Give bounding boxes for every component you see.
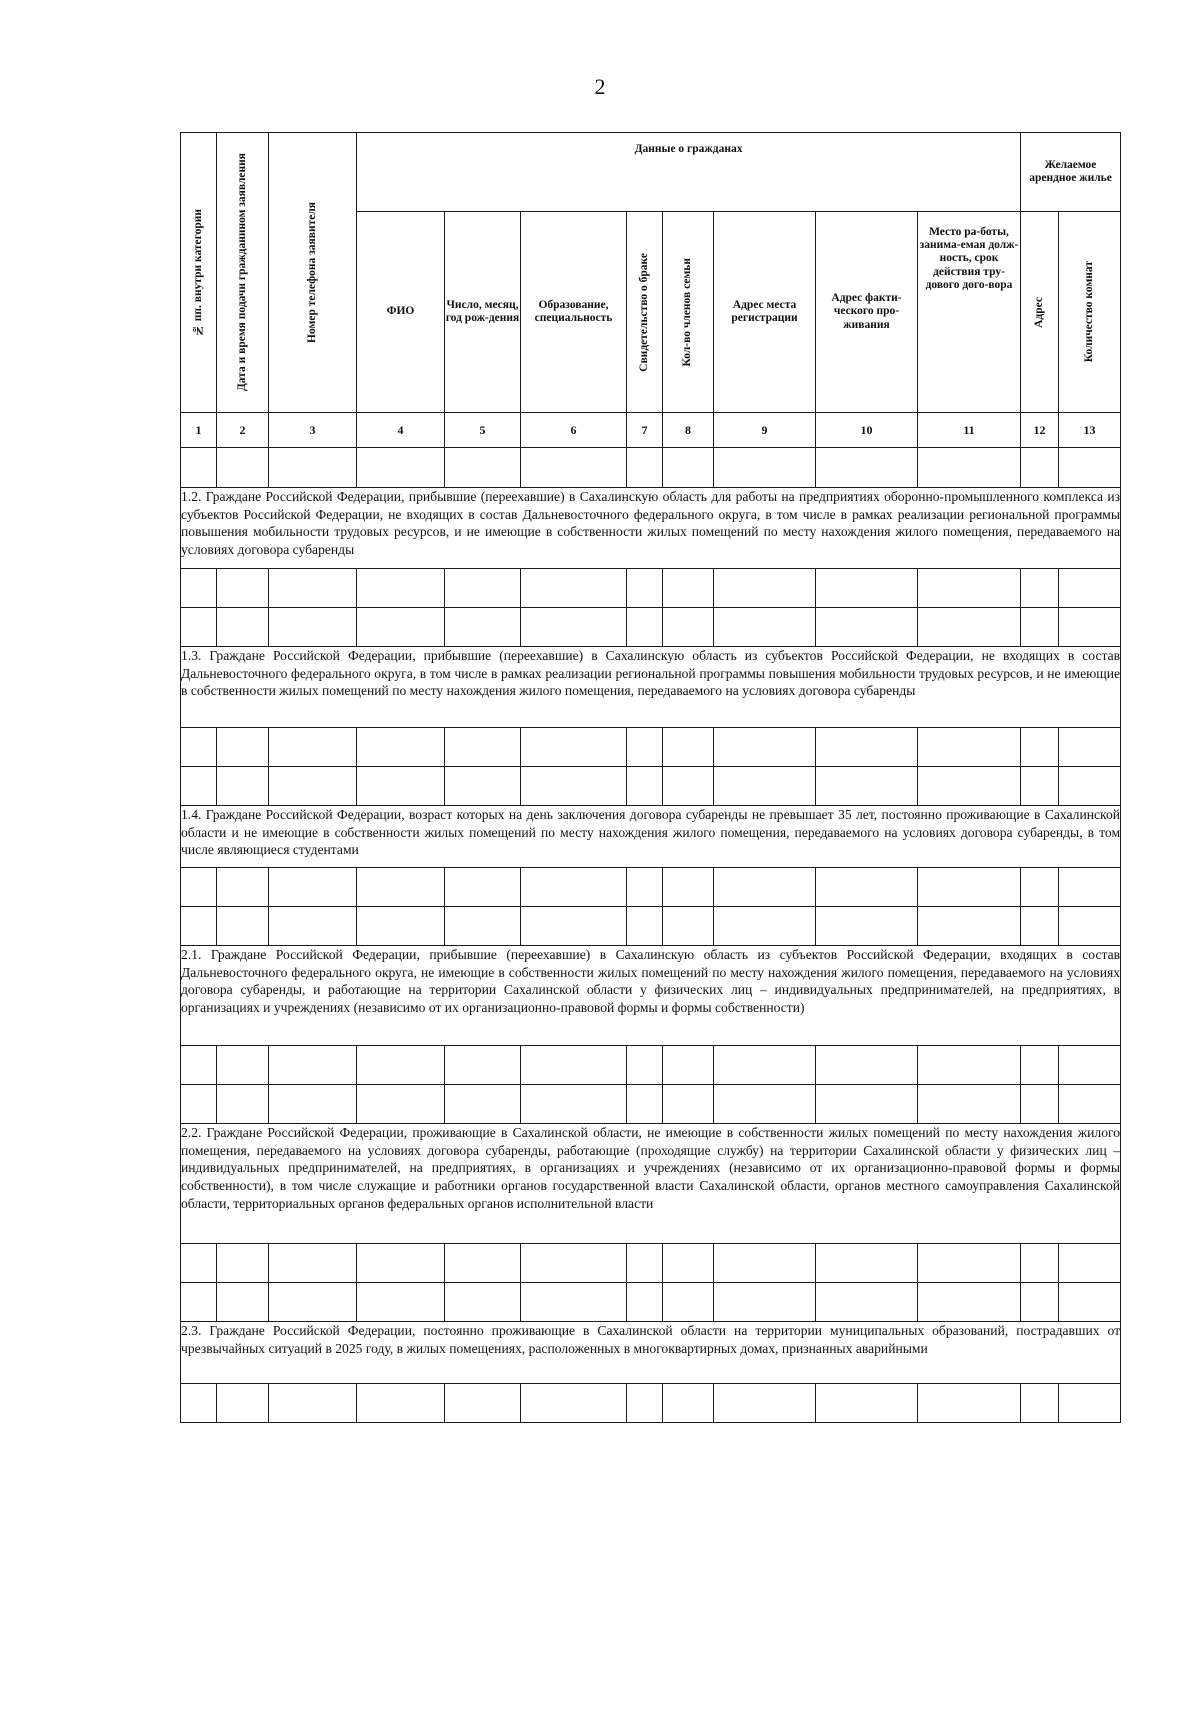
column-number: 13 [1059, 413, 1121, 448]
category-text-1-2: 1.2. Граждане Российской Федерации, прибывшие (переехавшие) в Сахалинскую область для работы на предприятиях оборонно-промышленного комплекса из субъектов Российской Федерации, не входящих в состав Дальневосточного федерального округа, в том числе в рамках реализации региональной программы повышения мобильности трудовых ресурсов, и не имеющие в собственности жилых помещений по месту нахождения жилого помещения, передаваемого на условиях договора субаренды [181, 488, 1121, 569]
header-col-13: Количество комнат [1059, 212, 1121, 413]
header-group-citizens-data: Данные о гражданах [357, 133, 1021, 212]
empty-entry-row [181, 1244, 1121, 1283]
category-text-2-2: 2.2. Граждане Российской Федерации, проживающие в Сахалинской области, не имеющие в собственности жилых помещений по месту нахождения жилого помещения, передаваемого на условиях договора субаренды, работающие (проходящие службу) на территории Сахалинской области у физических лиц – индивидуальных предпринимателей, на предприятиях, в организациях и учреждениях (независимо от их организационно-правовой формы и формы собственности), в том числе служащие и работники органов государственной власти Сахалинской области, органов местного самоуправления Сахалинской области, территориальных органов федеральных органов исполнительной власти [181, 1124, 1121, 1244]
empty-entry-row [181, 1085, 1121, 1124]
header-col-2: Дата и время подачи гражданином заявления [217, 133, 269, 413]
header-col-9: Адрес места регистрации [714, 212, 816, 413]
column-number: 6 [521, 413, 627, 448]
column-number: 4 [357, 413, 445, 448]
category-section-2-2 [181, 1124, 1121, 1244]
category-text-2-1: 2.1. Граждане Российской Федерации, прибывшие (переехавшие) в Сахалинскую область из субъектов Российской Федерации, входящих в состав Дальневосточного федерального округа, не имеющие в собственности жилых помещений по месту нахождения жилого помещения, передаваемого на условиях договора субаренды, и работающие на территории Сахалинской области у физических лиц – индивидуальных предпринимателей, на предприятиях, в организациях и учреждениях (независимо от их организационно-правовой формы и формы собственности) [181, 946, 1121, 1046]
empty-entry-row [181, 1283, 1121, 1322]
category-section-1-4 [181, 806, 1121, 868]
applicants-register-table [180, 132, 1121, 1423]
header-group-desired-housing: Желаемое арендное жилье [1021, 133, 1121, 212]
empty-entry-row [181, 1046, 1121, 1085]
category-text-1-4: 1.4. Граждане Российской Федерации, возраст которых на день заключения договора субаренды не превышает 35 лет, постоянно проживающие в Сахалинской области и не имеющие в собственности жилых помещений по месту нахождения жилого помещения, передаваемого на условиях договора субаренды, в том числе являющиеся студентами [181, 806, 1121, 868]
category-section-2-3 [181, 1322, 1121, 1384]
empty-entry-row [181, 569, 1121, 608]
column-number: 5 [445, 413, 521, 448]
header-col-8: Кол-во членов семьи [663, 212, 714, 413]
empty-entry-row [181, 907, 1121, 946]
header-col-4: ФИО [357, 212, 445, 413]
header-col-3: Номер телефона заявителя [269, 133, 357, 413]
category-section-2-1 [181, 946, 1121, 1046]
header-col-12: Адрес [1021, 212, 1059, 413]
column-number: 10 [816, 413, 918, 448]
empty-entry-row [181, 608, 1121, 647]
column-number: 12 [1021, 413, 1059, 448]
header-col-1: № пп. внутри категории [181, 133, 217, 413]
header-col-5: Число, месяц, год рож-дения [445, 212, 521, 413]
category-section-1-3 [181, 647, 1121, 728]
header-col-10: Адрес факти-ческого про-живания [816, 212, 918, 413]
empty-entry-row [181, 448, 1121, 488]
column-number: 3 [269, 413, 357, 448]
column-numbers-row [181, 413, 1121, 448]
empty-entry-row [181, 728, 1121, 767]
column-number: 11 [918, 413, 1021, 448]
column-number: 8 [663, 413, 714, 448]
category-section-1-2 [181, 488, 1121, 569]
category-text-1-3: 1.3. Граждане Российской Федерации, прибывшие (переехавшие) в Сахалинскую область из субъектов Российской Федерации, не входящих в состав Дальневосточного федерального округа, в том числе в рамках реализации региональной программы повышения мобильности трудовых ресурсов, и не имеющие в собственности жилых помещений по месту нахождения жилого помещения, передаваемого на условиях договора субаренды [181, 647, 1121, 728]
empty-entry-row [181, 1384, 1121, 1423]
header-col-11: Место ра-боты, занима-емая долж-ность, срок действия тру-дового дого-вора [918, 212, 1021, 413]
column-number: 9 [714, 413, 816, 448]
column-number: 2 [217, 413, 269, 448]
empty-entry-row [181, 767, 1121, 806]
column-number: 7 [627, 413, 663, 448]
page-number: 2 [594, 74, 606, 99]
empty-entry-row [181, 868, 1121, 907]
header-col-6: Образование, специальность [521, 212, 627, 413]
header-row-1 [181, 133, 1121, 212]
header-col-7: Свидетельство о браке [627, 212, 663, 413]
column-number: 1 [181, 413, 217, 448]
category-text-2-3: 2.3. Граждане Российской Федерации, постоянно проживающие в Сахалинской области на территории муниципальных образований, пострадавших от чрезвычайных ситуаций в 2025 году, в жилых помещениях, расположенных в многоквартирных домах, признанных аварийными [181, 1322, 1121, 1384]
